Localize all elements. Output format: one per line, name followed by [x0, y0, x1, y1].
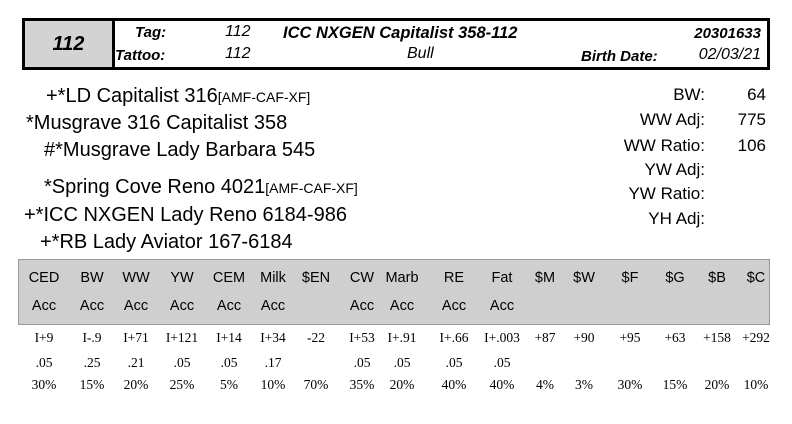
- epd-percentile-ced: 30%: [31, 377, 57, 392]
- tag-label: Tag:: [135, 24, 167, 41]
- epd-accuracy-bw: .25: [83, 355, 101, 370]
- epd-percentile-dollar-f: 30%: [617, 377, 643, 392]
- epd-acc-label-cw: Acc: [349, 298, 375, 314]
- epd-acc-label-cem: Acc: [216, 298, 242, 314]
- epd-value-ced: I+9: [34, 330, 54, 345]
- epd-accuracy-milk: .17: [264, 355, 282, 370]
- epd-acc-label-fat: Acc: [489, 298, 515, 314]
- sire-sire-tag: [AMF-CAF-XF]: [217, 89, 311, 105]
- epd-value-dollar-en: -22: [307, 330, 325, 345]
- epd-acc-label-ced: Acc: [31, 298, 57, 314]
- epd-value-fat: I+.003: [484, 330, 520, 345]
- epd-value-cw: I+53: [349, 330, 375, 345]
- epd-percentile-dollar-m: 4%: [536, 377, 554, 392]
- animal-name: ICC NXGEN Capitalist 358-112: [283, 24, 518, 42]
- epd-accuracy-marb: .05: [393, 355, 411, 370]
- epd-col-header-cem: CEM: [212, 270, 246, 286]
- epd-col-header-yw: YW: [170, 270, 194, 286]
- epd-col-header-dollar-b: $B: [708, 270, 726, 286]
- epd-percentile-cw: 35%: [349, 377, 375, 392]
- epd-header-band: [18, 259, 770, 325]
- epd-accuracy-yw: .05: [173, 355, 191, 370]
- pedigree-sire-dam: #*Musgrave Lady Barbara 545: [44, 139, 316, 161]
- epd-acc-label-bw: Acc: [79, 298, 105, 314]
- epd-value-dollar-b: +158: [703, 330, 731, 345]
- epd-value-yw: I+121: [165, 330, 199, 345]
- epd-value-ww: I+71: [123, 330, 149, 345]
- epd-value-dollar-c: +292: [742, 330, 770, 345]
- tattoo-value: 112: [225, 45, 251, 62]
- epd-col-header-bw: BW: [80, 270, 104, 286]
- epd-accuracy-cw: .05: [353, 355, 371, 370]
- birth-date: 02/03/21: [698, 46, 761, 63]
- epd-col-header-dollar-w: $W: [573, 270, 595, 286]
- pedigree-dam-sire: [44, 176, 358, 199]
- epd-percentile-dollar-w: 3%: [575, 377, 593, 392]
- epd-acc-label-re: Acc: [441, 298, 467, 314]
- epd-accuracy-ced: .05: [35, 355, 53, 370]
- epd-value-dollar-f: +95: [619, 330, 641, 345]
- epd-col-header-ced: CED: [28, 270, 60, 286]
- epd-col-header-re: RE: [443, 270, 465, 286]
- epd-value-bw: I-.9: [82, 330, 102, 345]
- tattoo-label: Tattoo:: [115, 47, 166, 64]
- sire-sire-name: +*LD Capitalist 316: [46, 85, 218, 107]
- epd-value-cem: I+14: [216, 330, 242, 345]
- animal-sex: Bull: [407, 45, 434, 62]
- stat-label-ww-ratio: WW Ratio:: [623, 136, 705, 155]
- epd-col-header-milk: Milk: [260, 270, 286, 286]
- epd-percentile-dollar-g: 15%: [662, 377, 688, 392]
- epd-value-dollar-w: +90: [573, 330, 595, 345]
- epd-col-header-dollar-g: $G: [665, 270, 685, 286]
- epd-col-header-cw: CW: [349, 270, 375, 286]
- epd-percentile-cem: 5%: [220, 377, 238, 392]
- epd-value-re: I+.66: [439, 330, 469, 345]
- epd-value-milk: I+34: [260, 330, 286, 345]
- epd-accuracy-re: .05: [445, 355, 463, 370]
- epd-accuracy-ww: .21: [127, 355, 145, 370]
- birth-date-label: Birth Date:: [581, 48, 658, 65]
- epd-percentile-marb: 20%: [389, 377, 415, 392]
- epd-percentile-dollar-en: 70%: [303, 377, 329, 392]
- stat-label-ww-adj: WW Adj:: [639, 110, 705, 129]
- dam-sire-name: *Spring Cove Reno 4021: [44, 176, 266, 198]
- pedigree-dam: +*ICC NXGEN Lady Reno 6184-986: [24, 204, 347, 226]
- epd-acc-label-marb: Acc: [389, 298, 415, 314]
- pedigree-dam-dam: +*RB Lady Aviator 167-6184: [40, 231, 293, 253]
- epd-col-header-dollar-en: $EN: [301, 270, 331, 286]
- epd-percentile-milk: 10%: [260, 377, 286, 392]
- epd-percentile-ww: 20%: [123, 377, 149, 392]
- registration-number: 20301633: [694, 25, 761, 42]
- lot-number: 112: [25, 21, 115, 67]
- stat-value-bw: 64: [747, 85, 766, 104]
- epd-acc-label-milk: Acc: [260, 298, 286, 314]
- epd-col-header-dollar-c: $C: [746, 270, 766, 286]
- stat-label-yh-adj: YH Adj:: [648, 209, 705, 228]
- stat-value-ww-adj: 775: [737, 110, 766, 129]
- epd-col-header-marb: Marb: [385, 270, 419, 286]
- epd-col-header-dollar-m: $M: [534, 270, 556, 286]
- pedigree-sire-sire: [46, 85, 310, 108]
- epd-percentile-dollar-c: 10%: [743, 377, 769, 392]
- stat-label-yw-ratio: YW Ratio:: [628, 184, 705, 203]
- epd-value-dollar-m: +87: [534, 330, 556, 345]
- epd-percentile-re: 40%: [441, 377, 467, 392]
- stat-label-bw: BW:: [673, 85, 705, 104]
- epd-col-header-ww: WW: [122, 270, 150, 286]
- epd-col-header-fat: Fat: [491, 270, 513, 286]
- stat-value-ww-ratio: 106: [737, 136, 766, 155]
- epd-col-header-dollar-f: $F: [621, 270, 639, 286]
- epd-percentile-dollar-b: 20%: [704, 377, 730, 392]
- epd-acc-label-yw: Acc: [169, 298, 195, 314]
- header-box: [22, 18, 770, 70]
- pedigree-sire: *Musgrave 316 Capitalist 358: [26, 112, 288, 134]
- epd-accuracy-cem: .05: [220, 355, 238, 370]
- epd-percentile-bw: 15%: [79, 377, 105, 392]
- epd-percentile-yw: 25%: [169, 377, 195, 392]
- dam-sire-tag: [AMF-CAF-XF]: [265, 180, 358, 196]
- epd-acc-label-ww: Acc: [123, 298, 149, 314]
- tag-value: 112: [225, 23, 251, 40]
- epd-accuracy-fat: .05: [493, 355, 511, 370]
- epd-percentile-fat: 40%: [489, 377, 515, 392]
- epd-value-marb: I+.91: [387, 330, 417, 345]
- stat-label-yw-adj: YW Adj:: [644, 160, 705, 179]
- epd-value-dollar-g: +63: [664, 330, 686, 345]
